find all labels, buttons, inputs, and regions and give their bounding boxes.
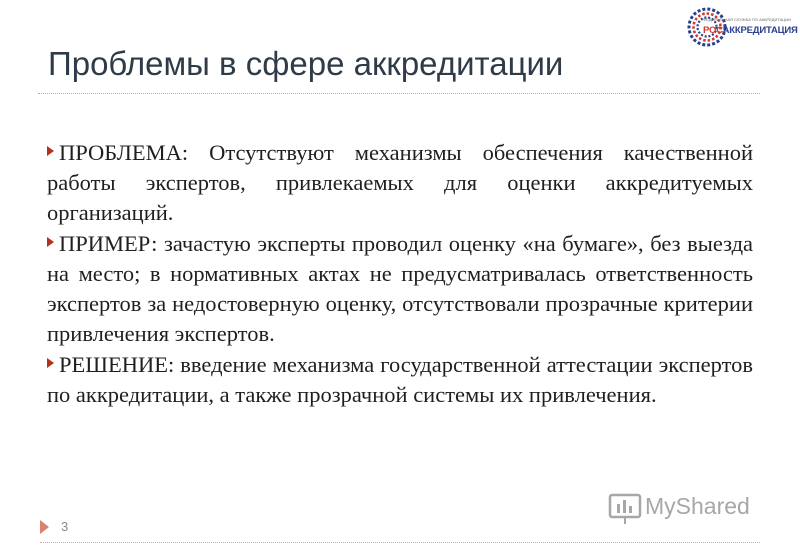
watermark-text: MyShared: [645, 493, 750, 519]
logo-name-suffix: АККРЕДИТАЦИЯ: [722, 25, 798, 36]
bullet-label: ПРОБЛЕМА:: [59, 140, 189, 165]
footer-arrow-icon: [40, 520, 49, 534]
bullet-arrow-icon: [47, 146, 54, 156]
bullet-arrow-icon: [47, 358, 54, 368]
slide-title: Проблемы в сфере аккредитации: [48, 45, 564, 82]
bullet-text: введение механизма государственной аттестации экспертов по аккредитации, а также прозрачной системы их привлечения.: [47, 352, 753, 407]
logo-name: [703, 25, 798, 36]
logo-name-prefix: РОС: [703, 25, 723, 36]
footer-divider: [40, 542, 760, 543]
page-number: 3: [61, 519, 69, 534]
bullet-arrow-icon: [47, 237, 54, 247]
bullet-label: РЕШЕНИЕ:: [59, 352, 175, 377]
logo-small-caption: ФЕДЕРАЛЬНАЯ СЛУЖБА ПО АККРЕДИТАЦИИ: [703, 17, 792, 22]
bullet-text: Отсутствуют механизмы обеспечения качественной работы экспертов, привлекаемых для оценки аккредитуемых организаций.: [47, 140, 753, 225]
bullet-solution: [47, 350, 753, 410]
bullet-text: зачастую эксперты проводил оценку «на бумаге», без выезда на место; в нормативных актах не предусматривалась ответственность экспертов за недостоверную оценку, отсутствовали прозрачные критерии привлечения экспертов.: [47, 231, 753, 346]
title-divider: [38, 93, 760, 94]
slide-body: [47, 138, 753, 411]
bullet-problem: [47, 138, 753, 228]
bullet-example: [47, 229, 753, 349]
bullet-label: ПРИМЕР:: [59, 231, 158, 256]
